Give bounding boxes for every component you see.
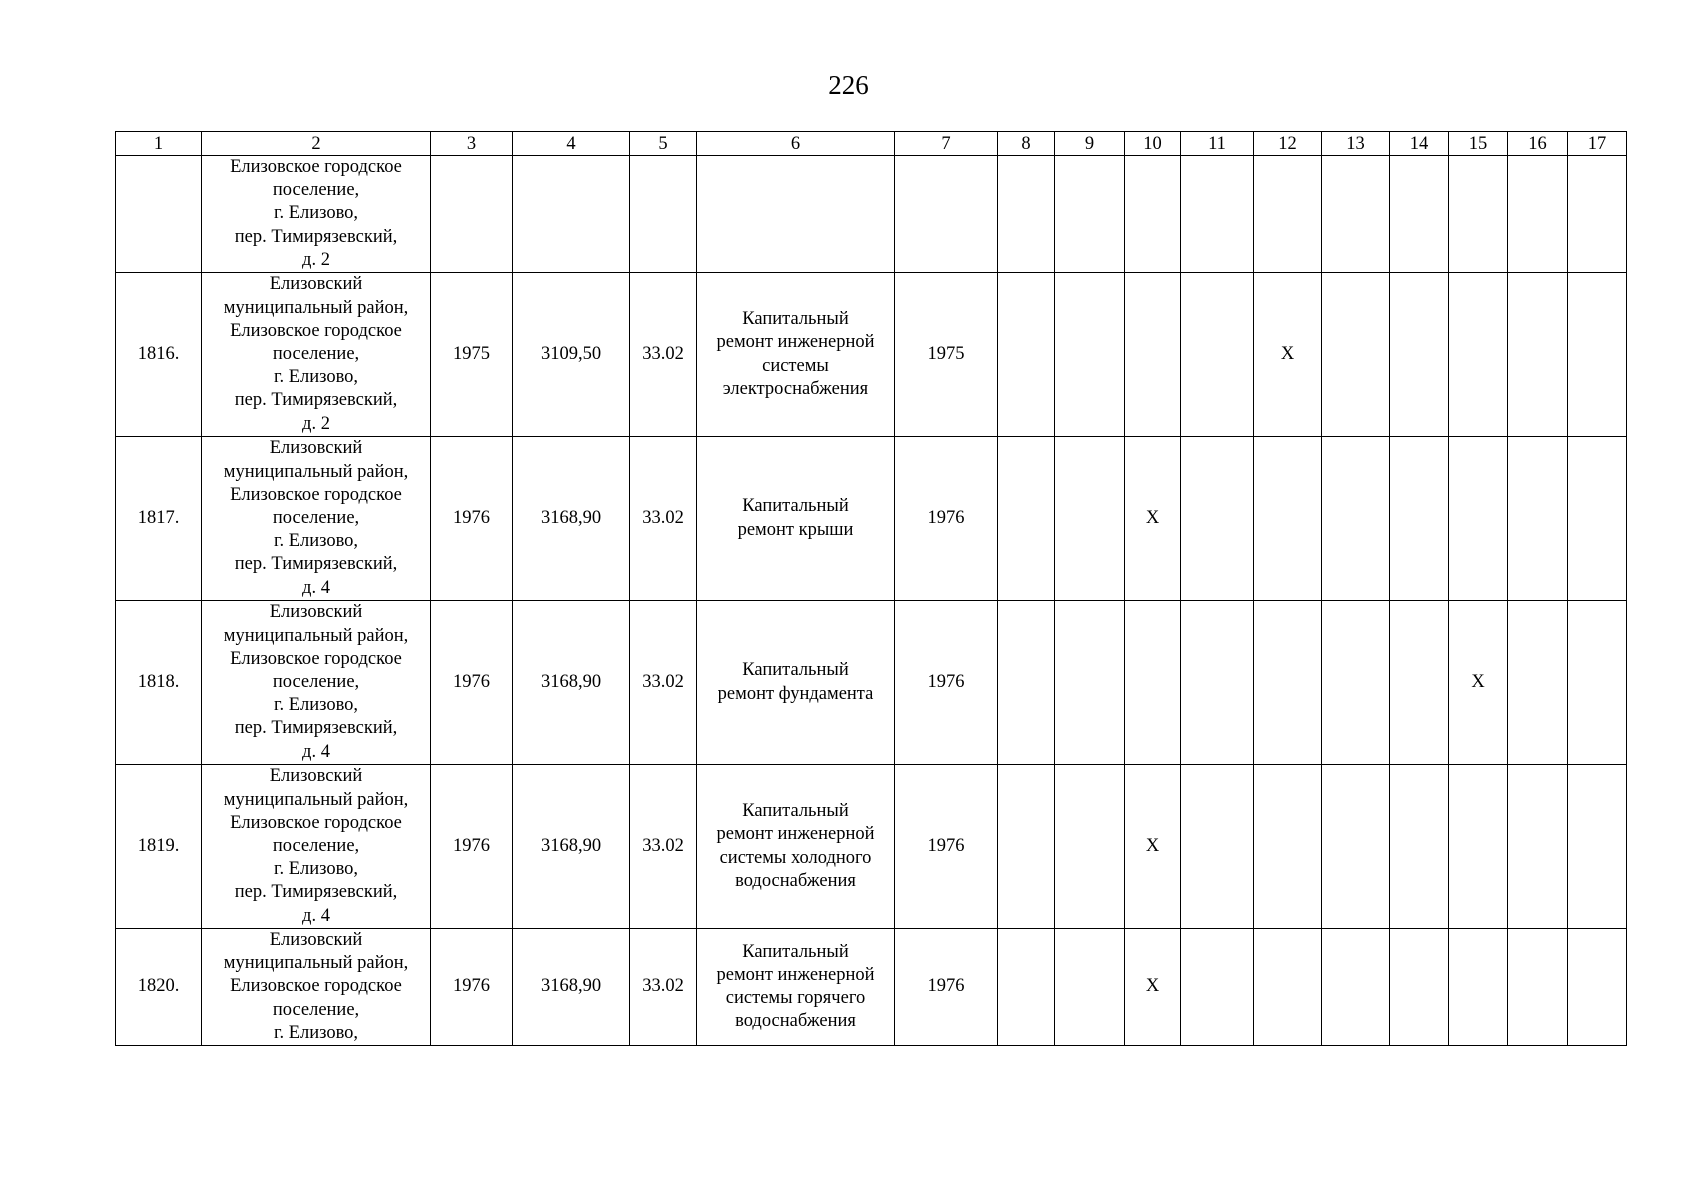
mark-cell — [998, 929, 1055, 1046]
table-row — [116, 929, 1627, 1046]
address-text: Елизовское городское поселение, г. Елизово, пер. Тимирязевский, д. 2 — [230, 157, 402, 270]
mark-cell — [1181, 437, 1254, 601]
area-cell: 3168,90 — [513, 929, 630, 1046]
year-built-cell: 1976 — [431, 437, 513, 601]
row-number — [116, 156, 202, 273]
mark-cell — [1508, 156, 1568, 273]
column-number: 5 — [630, 132, 697, 156]
work-text: Капитальный ремонт инженерной системы горячего водоснабжения — [716, 941, 875, 1032]
table-row — [116, 156, 1627, 273]
work-cell — [697, 929, 895, 1046]
mark-cell — [1055, 929, 1125, 1046]
address-text: Елизовский муниципальный район, Елизовское городское поселение, г. Елизово, пер. Тимирязевский, д. 4 — [223, 602, 409, 762]
work-year-cell: 1976 — [895, 437, 998, 601]
mark-cell — [1055, 156, 1125, 273]
mark-cell — [1390, 929, 1449, 1046]
column-number: 11 — [1181, 132, 1254, 156]
column-number: 14 — [1390, 132, 1449, 156]
code-cell: 33.02 — [630, 437, 697, 601]
code-cell: 33.02 — [630, 929, 697, 1046]
work-cell — [697, 437, 895, 601]
year-built-cell: 1975 — [431, 273, 513, 437]
mark-cell — [1508, 437, 1568, 601]
work-year-cell: 1976 — [895, 765, 998, 929]
mark-cell — [1390, 601, 1449, 765]
table-row — [116, 765, 1627, 929]
column-number: 4 — [513, 132, 630, 156]
table-row — [116, 601, 1627, 765]
mark-cell — [1390, 437, 1449, 601]
mark-cell — [1181, 156, 1254, 273]
mark-cell — [1181, 273, 1254, 437]
mark-cell — [1322, 929, 1390, 1046]
mark-cell — [1322, 601, 1390, 765]
area-cell: 3168,90 — [513, 437, 630, 601]
mark-cell — [1568, 273, 1627, 437]
mark-cell — [1254, 929, 1322, 1046]
year-built-cell — [431, 156, 513, 273]
mark-cell — [998, 765, 1055, 929]
work-text: Капитальный ремонт инженерной системы холодного водоснабжения — [716, 801, 875, 891]
mark-cell — [1390, 273, 1449, 437]
column-number: 2 — [202, 132, 431, 156]
work-text: Капитальный ремонт инженерной системы электроснабжения — [716, 309, 875, 399]
mark-cell — [1390, 765, 1449, 929]
column-number: 10 — [1125, 132, 1181, 156]
mark-cell — [1181, 765, 1254, 929]
row-number: 1817. — [116, 437, 202, 601]
mark-cell — [1322, 273, 1390, 437]
work-year-cell — [895, 156, 998, 273]
column-number-row — [116, 132, 1627, 156]
mark-cell: X — [1449, 601, 1508, 765]
mark-cell — [1508, 273, 1568, 437]
year-built-cell: 1976 — [431, 929, 513, 1046]
mark-cell — [1568, 437, 1627, 601]
column-number: 12 — [1254, 132, 1322, 156]
mark-cell: X — [1254, 273, 1322, 437]
mark-cell — [1322, 437, 1390, 601]
mark-cell — [998, 273, 1055, 437]
column-number: 13 — [1322, 132, 1390, 156]
mark-cell — [1390, 156, 1449, 273]
mark-cell — [1254, 437, 1322, 601]
mark-cell — [1181, 929, 1254, 1046]
code-cell: 33.02 — [630, 765, 697, 929]
mark-cell — [1055, 765, 1125, 929]
work-cell — [697, 156, 895, 273]
mark-cell — [1055, 601, 1125, 765]
address-cell — [202, 437, 431, 601]
mark-cell — [1055, 437, 1125, 601]
mark-cell — [998, 437, 1055, 601]
year-built-cell: 1976 — [431, 601, 513, 765]
table-row — [116, 273, 1627, 437]
address-text: Елизовский муниципальный район, Елизовское городское поселение, г. Елизово, — [223, 930, 409, 1043]
column-number: 8 — [998, 132, 1055, 156]
mark-cell — [1322, 765, 1390, 929]
mark-cell — [1254, 765, 1322, 929]
mark-cell — [998, 156, 1055, 273]
mark-cell — [1254, 601, 1322, 765]
area-cell — [513, 156, 630, 273]
area-cell: 3168,90 — [513, 765, 630, 929]
address-text: Елизовский муниципальный район, Елизовское городское поселение, г. Елизово, пер. Тимирязевский, д. 4 — [223, 766, 409, 926]
area-cell: 3109,50 — [513, 273, 630, 437]
row-number: 1819. — [116, 765, 202, 929]
work-cell — [697, 601, 895, 765]
mark-cell: X — [1125, 437, 1181, 601]
area-cell: 3168,90 — [513, 601, 630, 765]
mark-cell — [1568, 601, 1627, 765]
mark-cell — [1125, 601, 1181, 765]
column-number: 15 — [1449, 132, 1508, 156]
row-number: 1818. — [116, 601, 202, 765]
mark-cell — [1449, 273, 1508, 437]
column-number: 7 — [895, 132, 998, 156]
address-cell — [202, 156, 431, 273]
code-cell — [630, 156, 697, 273]
mark-cell — [1125, 273, 1181, 437]
mark-cell — [1449, 437, 1508, 601]
mark-cell — [1568, 156, 1627, 273]
mark-cell: X — [1125, 929, 1181, 1046]
table-row — [116, 437, 1627, 601]
column-number: 9 — [1055, 132, 1125, 156]
mark-cell — [1181, 601, 1254, 765]
row-number: 1820. — [116, 929, 202, 1046]
mark-cell — [1449, 765, 1508, 929]
mark-cell — [1568, 929, 1627, 1046]
address-cell — [202, 273, 431, 437]
mark-cell — [1449, 156, 1508, 273]
address-cell — [202, 601, 431, 765]
code-cell: 33.02 — [630, 601, 697, 765]
mark-cell — [998, 601, 1055, 765]
work-cell — [697, 273, 895, 437]
repair-program-table — [115, 131, 1627, 1046]
code-cell: 33.02 — [630, 273, 697, 437]
address-cell — [202, 765, 431, 929]
work-year-cell: 1975 — [895, 273, 998, 437]
mark-cell — [1125, 156, 1181, 273]
work-text: Капитальный ремонт фундамента — [717, 660, 874, 704]
column-number: 1 — [116, 132, 202, 156]
column-number: 16 — [1508, 132, 1568, 156]
work-cell — [697, 765, 895, 929]
row-number: 1816. — [116, 273, 202, 437]
column-number: 6 — [697, 132, 895, 156]
mark-cell — [1055, 273, 1125, 437]
mark-cell — [1508, 601, 1568, 765]
year-built-cell: 1976 — [431, 765, 513, 929]
mark-cell — [1449, 929, 1508, 1046]
work-text: Капитальный ремонт крыши — [737, 496, 854, 540]
work-year-cell: 1976 — [895, 601, 998, 765]
mark-cell — [1322, 156, 1390, 273]
work-year-cell: 1976 — [895, 929, 998, 1046]
column-number: 17 — [1568, 132, 1627, 156]
mark-cell — [1508, 765, 1568, 929]
mark-cell — [1508, 929, 1568, 1046]
mark-cell: X — [1125, 765, 1181, 929]
address-cell — [202, 929, 431, 1046]
mark-cell — [1254, 156, 1322, 273]
mark-cell — [1568, 765, 1627, 929]
column-number: 3 — [431, 132, 513, 156]
address-text: Елизовский муниципальный район, Елизовское городское поселение, г. Елизово, пер. Тимирязевский, д. 2 — [223, 274, 409, 434]
address-text: Елизовский муниципальный район, Елизовское городское поселение, г. Елизово, пер. Тимирязевский, д. 4 — [223, 438, 409, 598]
page-number: 226 — [828, 70, 869, 100]
